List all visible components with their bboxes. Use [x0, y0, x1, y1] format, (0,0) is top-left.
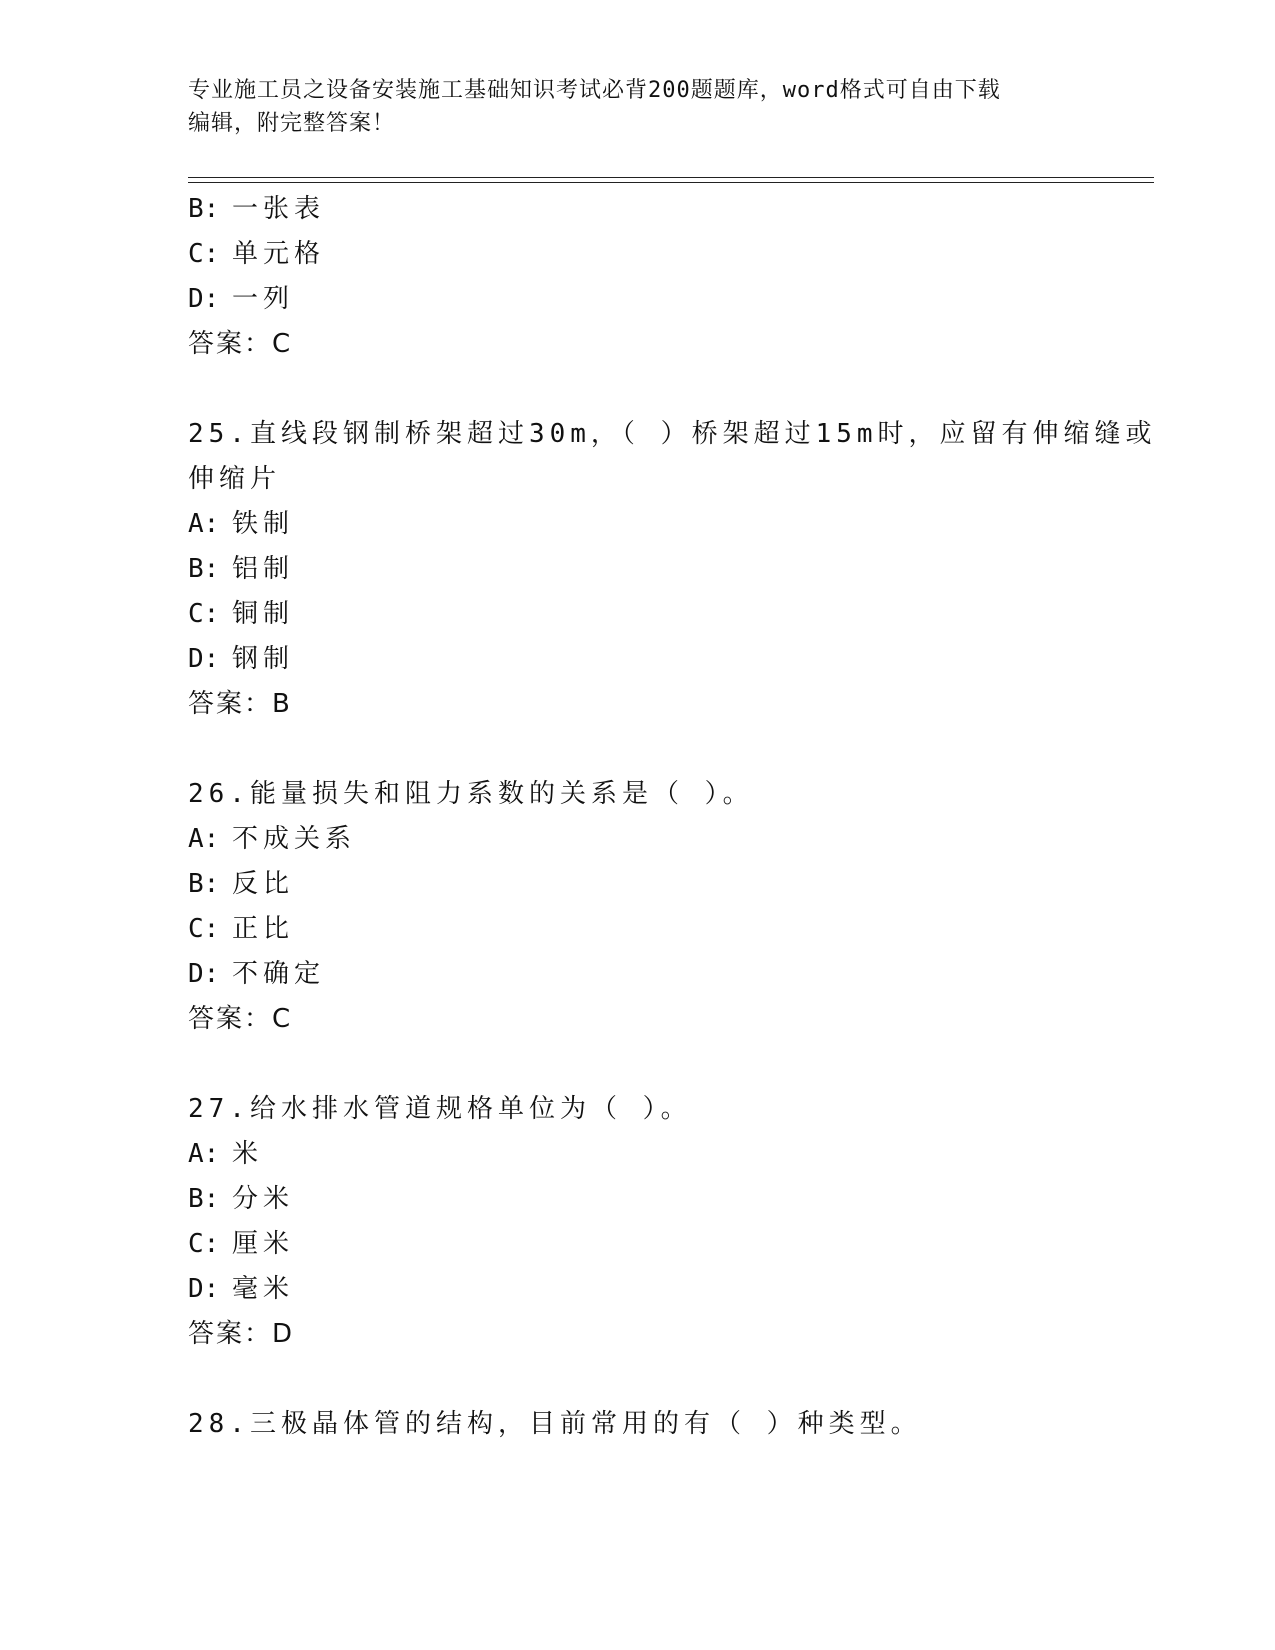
header-title-line-1: 专业施工员之设备安装施工基础知识考试必背200题题库，word格式可自由下载 — [188, 78, 1001, 103]
q27-option-a — [188, 1137, 263, 1171]
q26-stem-line-1: 26.能量损失和阻力系数的关系是（ ）。 — [188, 779, 754, 809]
q24-option-b — [188, 192, 325, 226]
header-divider-top — [188, 177, 1154, 178]
q24-answer: 答案：C — [188, 329, 293, 359]
option-text: 不成关系 — [232, 824, 357, 854]
q27-stem-line-1: 27.给水排水管道规格单位为（ ）。 — [188, 1094, 692, 1124]
q25-answer: 答案：B — [188, 689, 292, 719]
option-key: A: — [188, 1139, 220, 1169]
q26-option-d — [188, 957, 325, 991]
q27-option-c — [188, 1227, 294, 1261]
option-key: B: — [188, 1184, 220, 1214]
option-text: 一张表 — [232, 194, 326, 224]
option-text: 反比 — [232, 869, 295, 899]
header-divider-bottom — [188, 182, 1154, 183]
option-text: 分米 — [232, 1184, 295, 1214]
option-key: A: — [188, 509, 220, 539]
option-text: 单元格 — [232, 239, 326, 269]
option-text: 不确定 — [232, 959, 326, 989]
q26-answer: 答案：C — [188, 1004, 293, 1034]
q24-option-c — [188, 237, 325, 271]
q26-option-b — [188, 867, 294, 901]
q28-stem-line-1: 28.三极晶体管的结构，目前常用的有（ ）种类型。 — [188, 1409, 922, 1439]
option-key: C: — [188, 239, 220, 269]
option-key: B: — [188, 194, 220, 224]
option-text: 正比 — [232, 914, 295, 944]
q25-option-a — [188, 507, 294, 541]
q25-option-d — [188, 642, 294, 676]
q27-option-b — [188, 1182, 294, 1216]
q25-option-b — [188, 552, 294, 586]
option-key: D: — [188, 1274, 220, 1304]
option-text: 钢制 — [232, 644, 295, 674]
option-key: C: — [188, 1229, 220, 1259]
option-key: B: — [188, 869, 220, 899]
option-text: 厘米 — [232, 1229, 295, 1259]
option-key: D: — [188, 284, 220, 314]
option-text: 米 — [232, 1139, 264, 1169]
q24-option-d — [188, 282, 294, 316]
option-key: C: — [188, 599, 220, 629]
option-text: 毫米 — [232, 1274, 295, 1304]
q27-answer: 答案：D — [188, 1319, 295, 1349]
option-key: B: — [188, 554, 220, 584]
q25-stem-line-1: 25.直线段钢制桥架超过30m，（ ）桥架超过15m时，应留有伸缩缝或 — [188, 419, 1157, 449]
option-text: 铜制 — [232, 599, 295, 629]
option-key: A: — [188, 824, 220, 854]
option-key: C: — [188, 914, 220, 944]
option-text: 一列 — [232, 284, 295, 314]
option-text: 铝制 — [232, 554, 295, 584]
q26-option-a — [188, 822, 356, 856]
header-title-line-2: 编辑，附完整答案！ — [188, 111, 396, 136]
option-key: D: — [188, 959, 220, 989]
q25-option-c — [188, 597, 294, 631]
option-text: 铁制 — [232, 509, 295, 539]
q26-option-c — [188, 912, 294, 946]
document-header — [188, 74, 1068, 140]
option-key: D: — [188, 644, 220, 674]
q25-stem-line-2: 伸缩片 — [188, 464, 282, 494]
q27-option-d — [188, 1272, 294, 1306]
